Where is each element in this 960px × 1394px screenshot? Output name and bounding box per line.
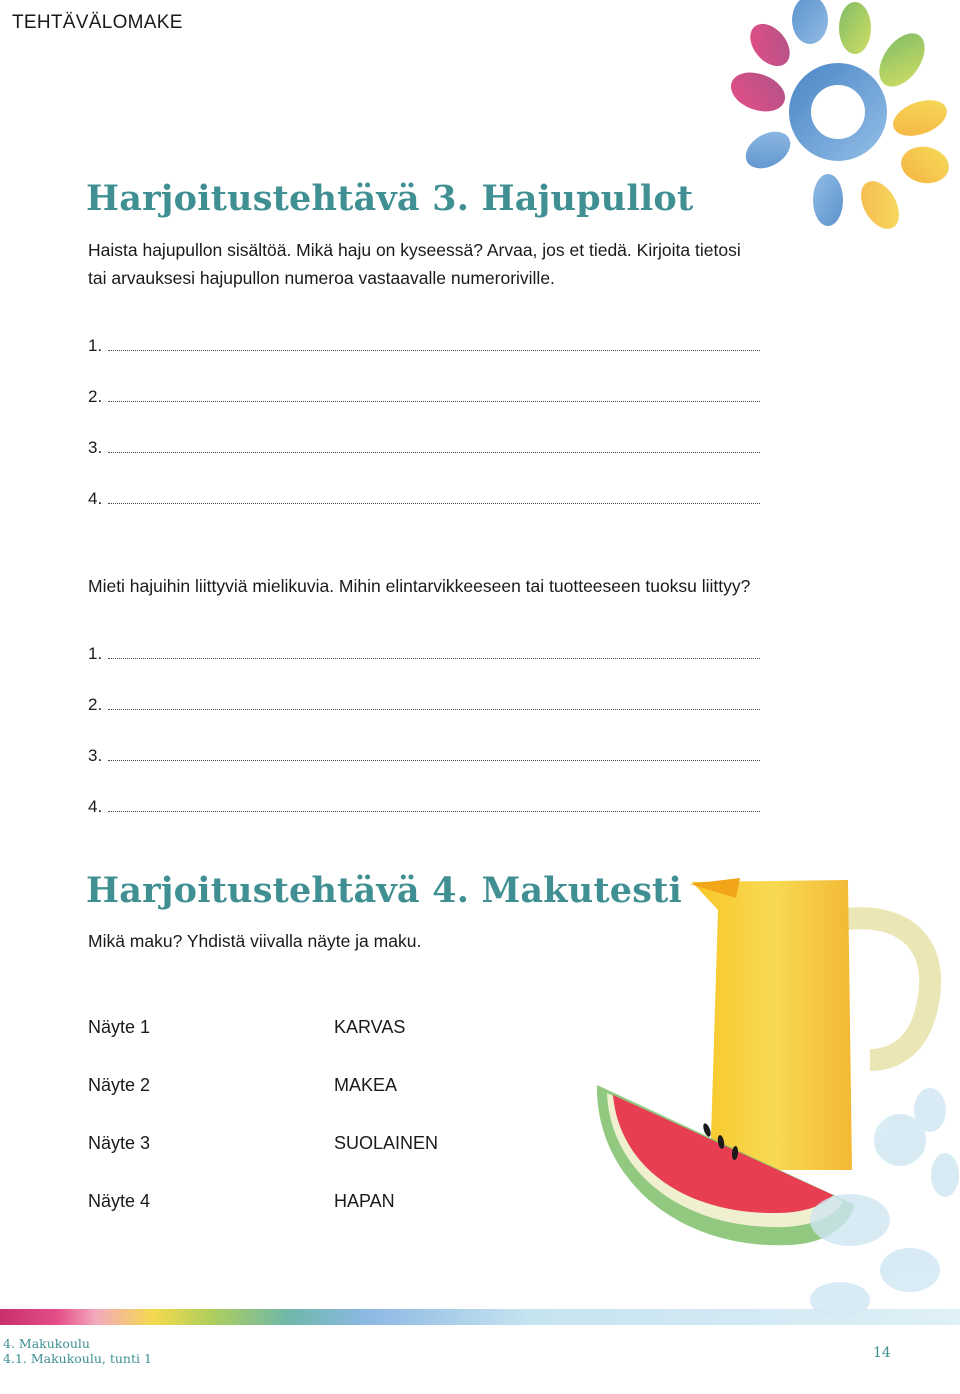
answer-line-1[interactable]: 1. — [88, 332, 760, 356]
footer-chapter: 4. Makukoulu — [3, 1336, 90, 1351]
answer-line-3[interactable]: 3. — [88, 434, 760, 458]
exercise-3-question-2: Mieti hajuihin liittyviä mielikuvia. Mihin elintarvikkeeseen tai tuotteeseen tuoksu liittyy? — [88, 576, 751, 596]
exercise-4-title: Harjoitustehtävä 4. Makutesti — [86, 870, 682, 911]
sample-3[interactable]: Näyte 3 — [88, 1133, 151, 1153]
association-line-4[interactable]: 4. — [88, 793, 760, 817]
taste-suolainen[interactable]: SUOLAINEN — [334, 1133, 439, 1153]
footer-lesson: 4.1. Makukoulu, tunti 1 — [3, 1351, 152, 1366]
exercise-3-title: Harjoitustehtävä 3. Hajupullot — [86, 178, 694, 219]
page-number: 14 — [873, 1345, 891, 1361]
exercise-4-instruction: Mikä maku? Yhdistä viivalla näyte ja maku. — [88, 931, 422, 951]
sample-1[interactable]: Näyte 1 — [88, 1017, 151, 1037]
footer-color-band — [0, 1309, 960, 1325]
taste-karvas[interactable]: KARVAS — [334, 1017, 406, 1037]
answer-line-4[interactable]: 4. — [88, 485, 760, 509]
sample-4[interactable]: Näyte 4 — [88, 1191, 151, 1211]
exercise-3-instruction-line-2: tai arvauksesi hajupullon numeroa vastaavalle numeroriville. — [88, 268, 555, 288]
association-line-3[interactable]: 3. — [88, 742, 760, 766]
flower-illustration — [720, 0, 955, 240]
answer-line-2[interactable]: 2. — [88, 383, 760, 407]
document-type-label: TEHTÄVÄLOMAKE — [12, 12, 183, 33]
taste-makea[interactable]: MAKEA — [334, 1075, 398, 1095]
exercise-3-instruction-line-1: Haista hajupullon sisältöä. Mikä haju on kyseessä? Arvaa, jos et tiedä. Kirjoita tietosi — [88, 240, 741, 260]
sample-2[interactable]: Näyte 2 — [88, 1075, 151, 1095]
faded-flower-illustration — [780, 1080, 960, 1330]
association-line-1[interactable]: 1. — [88, 640, 760, 664]
association-line-2[interactable]: 2. — [88, 691, 760, 715]
taste-hapan[interactable]: HAPAN — [334, 1191, 395, 1211]
